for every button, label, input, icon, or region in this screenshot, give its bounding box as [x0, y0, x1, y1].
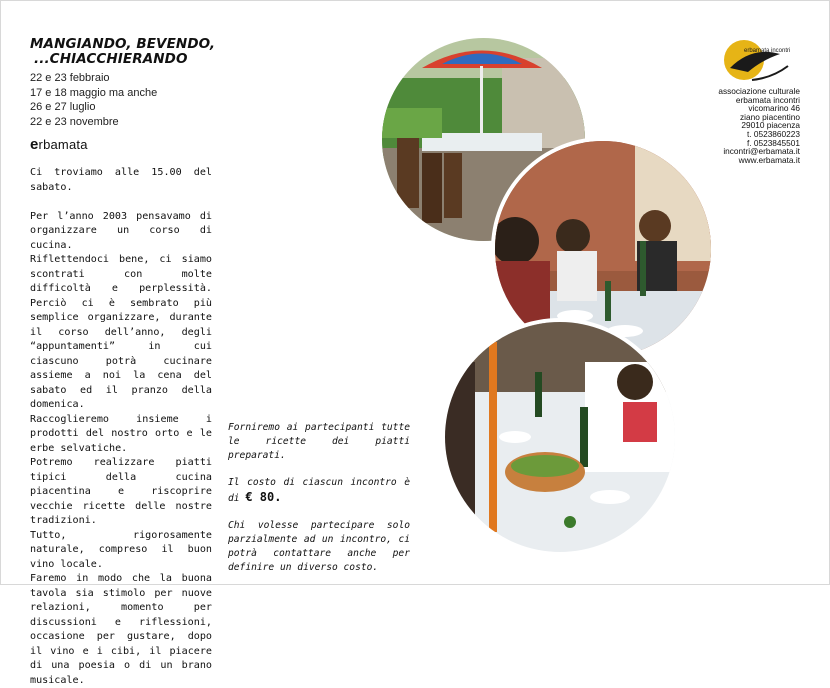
- partial-note: Chi volesse partecipare solo parzialmente ad un incontro, ci potrà contattare anche per definire un diverso costo.: [228, 520, 410, 573]
- date-item: 22 e 23 febbraio: [30, 72, 110, 84]
- body-paragraph: Riflettendoci bene, ci siamo scontrati con molte difficoltà e perplessità. Perciò ci è sembrato più semplice organizzare, durante il corso dell’anno, degli “appuntamenti” in cui ciascuno potrà cucinare assieme a noi la cena del sabato ed il pranzo della domenica.: [30, 254, 212, 410]
- erbamata-logo: [722, 38, 792, 88]
- photo-table-salad: [441, 318, 679, 556]
- contact-line: erbamata incontri: [735, 94, 800, 105]
- title-line-2: ...CHIACCHIERANDO: [34, 51, 188, 67]
- recipes-note: Forniremo ai partecipanti tutte le ricette dei piatti preparati.: [228, 422, 410, 461]
- brand-wordmark: [30, 136, 88, 153]
- contact-line: t. 0523860223: [746, 128, 800, 139]
- date-item: 17 e 18 maggio ma anche: [30, 86, 158, 99]
- date-item: 22 e 23 novembre: [30, 116, 119, 129]
- contact-line: 29010 piacenza: [741, 120, 800, 131]
- title-line-1: MANGIANDO, BEVENDO,: [30, 36, 216, 52]
- contact-line: vicomarino 46: [748, 103, 800, 114]
- info-notes: [228, 421, 410, 588]
- intro-line: Ci troviamo alle 15.00 del sabato.: [30, 167, 212, 193]
- cost-value: € 80.: [245, 490, 282, 504]
- body-paragraph: Potremo realizzare piatti tipici della cucina piacentina e riscoprire vecchie ricette delle nostre tradizioni.: [30, 457, 212, 526]
- body-paragraph: Faremo in modo che la buona tavola sia stimolo per nuove relazioni, momento per discussioni e riflessioni, occasione per gustare, dopo il vino e i cibi, il piacere di una poesia o di un brano musicale.: [30, 573, 212, 686]
- logo-text: erbamata incontri: [744, 48, 791, 54]
- contact-website[interactable]: www.erbamata.it: [738, 154, 800, 165]
- body-text: [30, 166, 212, 688]
- date-item: 26 e 27 luglio: [30, 101, 96, 114]
- body-paragraph: Per l’anno 2003 pensavamo di organizzare un corso di cucina.: [30, 210, 212, 251]
- cost-prefix: Il costo di ciascun incontro è di: [228, 477, 410, 504]
- body-paragraph: Tutto, rigorosamente naturale, compreso il buon vino locale.: [30, 529, 212, 570]
- contact-line: f. 0523845501: [746, 137, 800, 148]
- brand-rest: rbamata: [38, 137, 88, 152]
- contact-line: associazione culturale: [718, 86, 800, 96]
- dates-list: [30, 71, 157, 130]
- contact-line: ziano piacentino: [740, 111, 800, 122]
- brand-initial: e: [30, 136, 39, 153]
- cost-note: [228, 476, 410, 506]
- page-title: [30, 37, 230, 67]
- contact-email[interactable]: incontri@erbamata.it: [723, 146, 800, 157]
- body-paragraph: Raccoglieremo insieme i prodotti del nostro orto e le erbe selvatiche.: [30, 413, 212, 454]
- contact-block: [690, 87, 800, 164]
